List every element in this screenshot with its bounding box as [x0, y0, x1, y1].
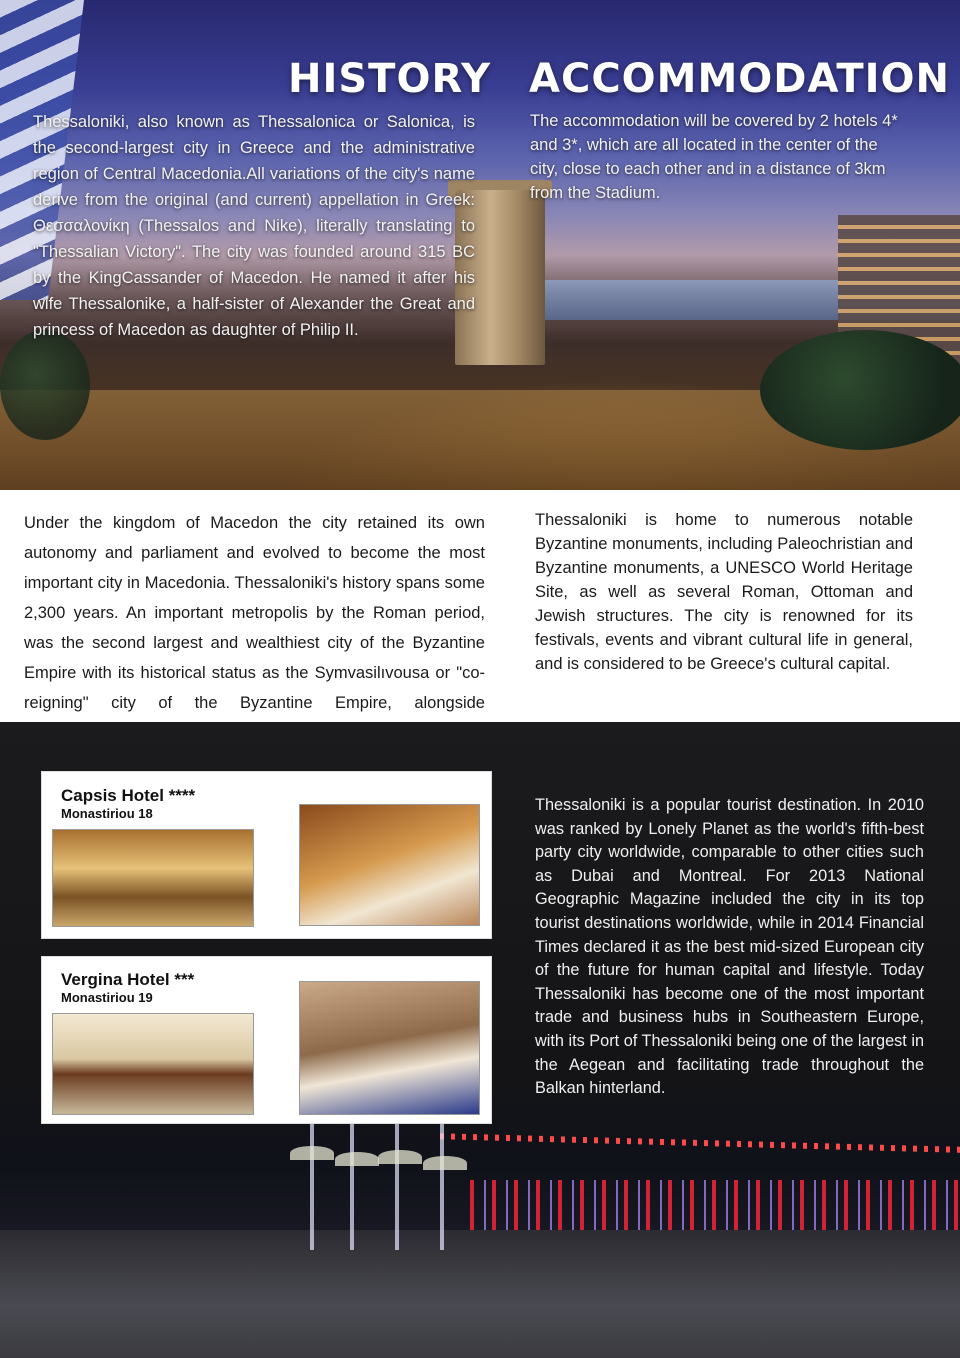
umbrella-sculpture: [350, 1110, 354, 1250]
hotel-room-photo: [299, 981, 480, 1115]
culture-text: Thessaloniki is home to numerous notable Byzantine monuments, including Paleochristian and Byzantine monuments, a UNESCO World Heritage Site, as well as several Roman, Ottoman and Jewish structures. The city is renowned for its festivals, events and vibrant cultural life in general, and is considered to be Greece's cultural capital.: [535, 511, 913, 673]
umbrella-sculpture: [423, 1156, 467, 1170]
hotel-card-capsis: [42, 772, 491, 938]
hero-photo-thessaloniki-waterfront: [0, 0, 960, 490]
hotel-address: Monastiriou 19: [61, 990, 153, 1005]
hotel-name: Capsis Hotel ****: [61, 786, 196, 805]
umbrella-sculpture: [378, 1150, 422, 1164]
umbrella-sculpture: [440, 1110, 444, 1250]
hotel-lobby-photo: [52, 829, 254, 927]
accommodation-title: ACCOMMODATION: [529, 56, 950, 102]
history-continued-text: Under the kingdom of Macedon the city retained its own autonomy and parliament and evolved to become the most important city in Macedonia. Thessaloniki's history spans some 2,300 years. An important metropolis by the Roman period, was the second largest and wealthiest city of the Byzantine Empire with its historical status as the Symvasilıvousa or "co-reigning" city of the Byzantine Empire, alongside: [24, 514, 485, 712]
umbrella-sculpture: [290, 1146, 334, 1160]
tree: [760, 330, 960, 450]
hotel-room-photo: [299, 804, 480, 926]
hotel-entrance-photo: [52, 1013, 254, 1115]
promenade-pavement: [0, 1230, 960, 1358]
history-title: HISTORY: [288, 56, 492, 102]
umbrella-sculpture: [310, 1110, 314, 1250]
history-text: Thessaloniki, also known as Thessalonica or Salonica, is the second-largest city in Greece and the administrative region of Central Macedonia.All variations of the city's name derive from the original (and current) appellation in Greek: Θεσσαλονίκη (Thessalos and Nike), literally translating to "Thessalian Victory". The city was founded around 315 BC by the KingCassander of Macedon. He named it after his wife Thessalonike, a half-sister of Alexander the Great and princess of Macedon as daughter of Philip II.: [33, 113, 475, 339]
hotel-name: Vergina Hotel ***: [61, 970, 195, 989]
tree: [0, 330, 90, 440]
tourism-text: Thessaloniki is a popular tourist destination. In 2010 was ranked by Lonely Planet as the world's fifth-best party city worldwide, comparable to other cities such as Dubai and Montreal. For 2013 National Geographic Magazine included the city in its top tourist destinations worldwide, while in 2014 Financial Times declared it as the best mid-sized European city of the future for human capital and lifestyle. Today Thessaloniki has become one of the most important trade and business hubs in Southeastern Europe, with its Port of Thessaloniki being one of the largest in the Aegean and facilitating trade throughout the Balkan hinterland.: [535, 796, 924, 1098]
umbrella-sculpture: [395, 1110, 399, 1250]
sea-reflections: [470, 1180, 960, 1230]
umbrella-sculpture: [335, 1152, 379, 1166]
hotel-card-vergina: [42, 957, 491, 1123]
accommodation-text: The accommodation will be covered by 2 hotels 4* and 3*, which are all located in the center of the city, close to each other and in a distance of 3km from the Stadium.: [530, 112, 898, 202]
hotel-address: Monastiriou 18: [61, 806, 153, 821]
